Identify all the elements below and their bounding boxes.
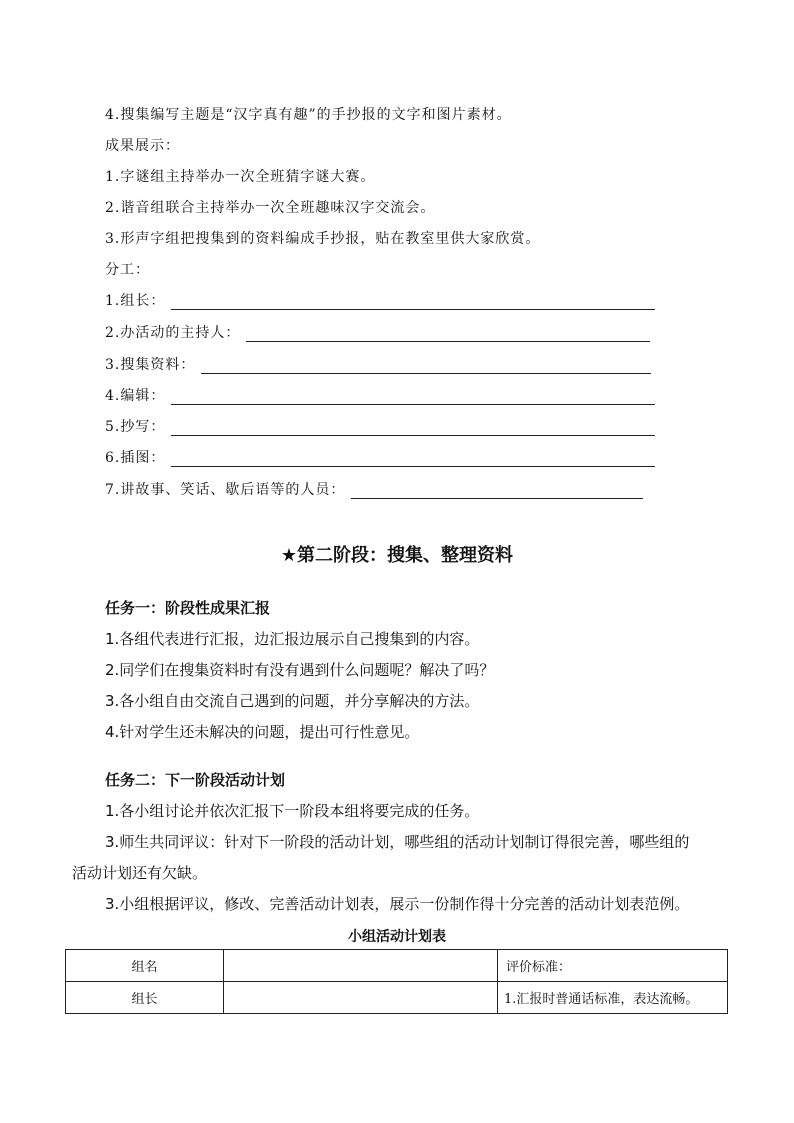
task2-item: 3.师生共同评议：针对下一阶段的活动计划，哪些组的活动计划制订得很完善，哪些组的 <box>105 833 690 851</box>
division-label: 5.抄写： <box>105 419 166 435</box>
division-label: 7.讲故事、笑话、歇后语等的人员： <box>105 482 346 498</box>
division-row-host <box>105 322 650 342</box>
task1-item: 4.针对学生还未解决的问题，提出可行性意见。 <box>105 723 420 741</box>
stage-title: ★第二阶段：搜集、整理资料 <box>280 545 514 566</box>
fill-in-blank[interactable] <box>351 484 643 499</box>
table-title: 小组活动计划表 <box>348 929 446 945</box>
task2-item-continued: 活动计划还有欠缺。 <box>72 864 208 882</box>
division-row-editor <box>105 385 655 405</box>
division-label: 1.组长： <box>105 293 166 309</box>
criteria-title: 评价标准： <box>498 950 727 982</box>
division-row-illustration <box>105 447 655 467</box>
group-leader-label: 组长 <box>66 982 224 1014</box>
intro-line-material: 4.搜集编写主题是“汉字真有趣”的手抄报的文字和图片素材。 <box>105 107 512 123</box>
task2-item: 1.各小组讨论并依次汇报下一阶段本组将要完成的任务。 <box>105 802 480 820</box>
division-label: 4.编辑： <box>105 388 166 404</box>
task1-item: 1.各组代表进行汇报，边汇报边展示自己搜集到的内容。 <box>105 630 480 648</box>
fill-in-blank[interactable] <box>171 421 655 436</box>
group-leader-cell[interactable] <box>224 982 498 1014</box>
division-row-storyteller <box>105 479 643 499</box>
division-label: 6.插图： <box>105 450 166 466</box>
division-label: 3.搜集资料： <box>105 357 196 373</box>
criteria-cell <box>498 950 728 1014</box>
task2-title: 任务二：下一阶段活动计划 <box>105 771 286 789</box>
results-heading: 成果展示： <box>105 138 180 154</box>
fill-in-blank[interactable] <box>171 452 655 467</box>
group-plan-table <box>65 949 728 1014</box>
division-heading: 分工： <box>105 262 150 278</box>
fill-in-blank[interactable] <box>246 327 650 342</box>
criteria-item: 1.汇报时普通话标准，表达流畅。 <box>504 992 699 1007</box>
division-label: 2.办活动的主持人： <box>105 325 241 341</box>
division-row-leader <box>105 290 655 310</box>
fill-in-blank[interactable] <box>171 295 655 310</box>
task1-title: 任务一：阶段性成果汇报 <box>105 599 271 617</box>
task2-item: 3.小组根据评议，修改、完善活动计划表，展示一份制作得十分完善的活动计划表范例。 <box>105 895 690 913</box>
results-item-homophone: 2.谐音组联合主持举办一次全班趣味汉字交流会。 <box>105 200 436 216</box>
group-name-cell[interactable] <box>224 950 498 982</box>
task1-item: 3.各小组自由交流自己遇到的问题，并分享解决的方法。 <box>105 692 480 710</box>
fill-in-blank[interactable] <box>171 390 655 405</box>
fill-in-blank[interactable] <box>201 359 651 374</box>
results-item-riddle: 1.字谜组主持举办一次全班猜字谜大赛。 <box>105 169 376 185</box>
division-row-copy <box>105 416 655 436</box>
division-row-collect <box>105 354 651 374</box>
results-item-pictophonetic: 3.形声字组把搜集到的资料编成手抄报，贴在教室里供大家欣赏。 <box>105 231 541 247</box>
task1-item: 2.同学们在搜集资料时有没有遇到什么问题呢？解决了吗？ <box>105 661 495 679</box>
group-name-label: 组名 <box>66 950 224 982</box>
